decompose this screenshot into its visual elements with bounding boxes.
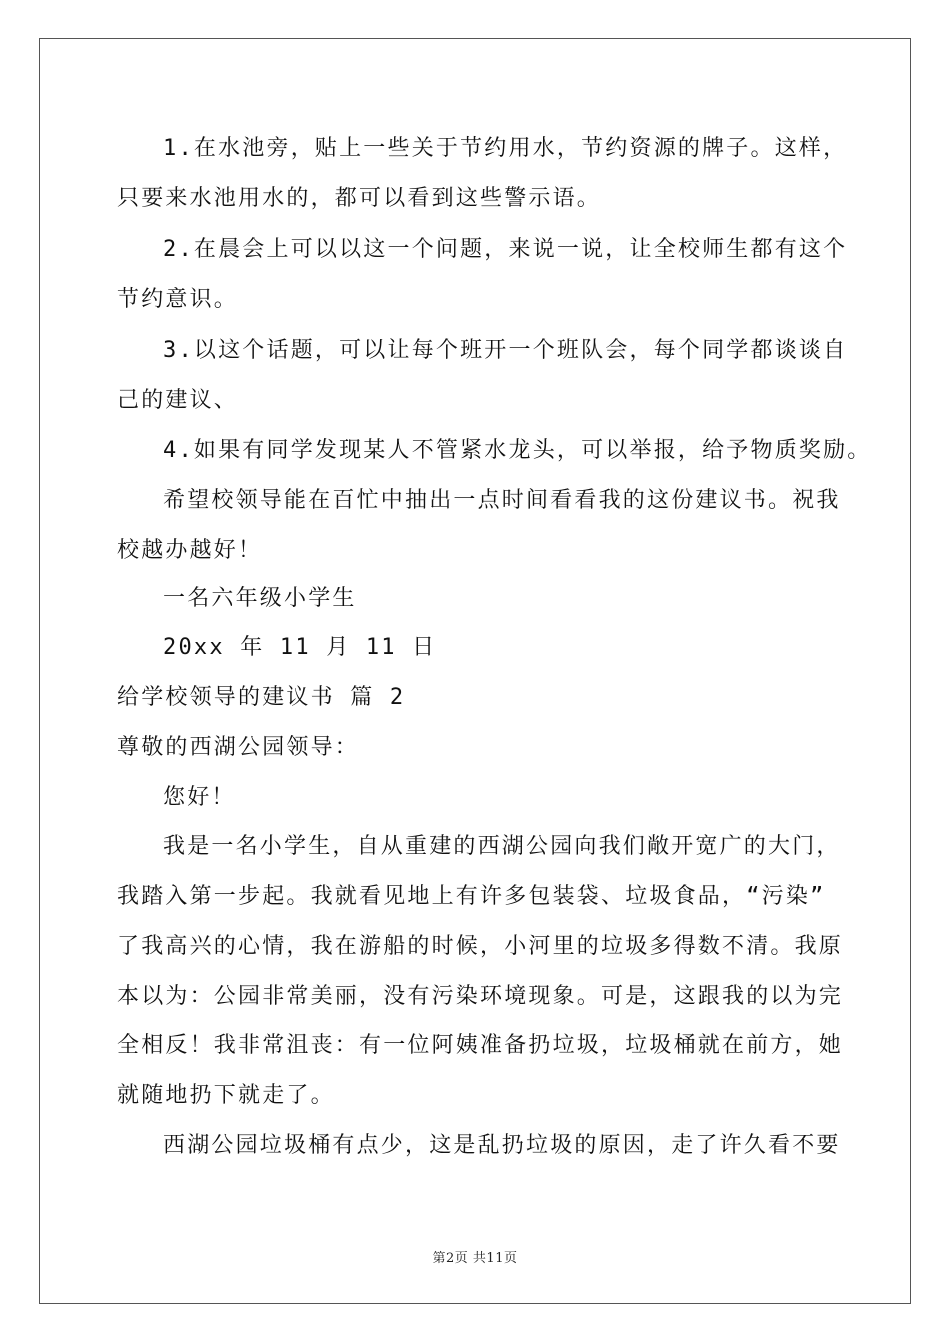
text-line: 3.以这个话题，可以让每个班开一个班队会，每个同学都谈谈自	[163, 338, 848, 363]
text-line: 就随地扔下就走了。	[117, 1083, 335, 1108]
text-line: 我踏入第一步起。我就看见地上有许多包装袋、垃圾食品，“污染”	[117, 884, 826, 909]
text-line: 了我高兴的心情，我在游船的时候，小河里的垃圾多得数不清。我原	[117, 934, 844, 959]
text-line: 我是一名小学生，自从重建的西湖公园向我们敞开宽广的大门，	[163, 834, 841, 859]
text-line: 2.在晨会上可以以这一个问题，来说一说，让全校师生都有这个	[163, 237, 848, 262]
page-footer: 第2页 共11页	[432, 1251, 518, 1266]
signature-line: 一名六年级小学生	[163, 586, 357, 611]
text-line: 1.在水池旁，贴上一些关于节约用水，节约资源的牌子。这样，	[163, 136, 848, 161]
section-heading: 给学校领导的建议书 篇 2	[117, 685, 406, 710]
date-line: 20xx 年 11 月 11 日	[163, 635, 437, 660]
text-line: 西湖公园垃圾桶有点少，这是乱扔垃圾的原因，走了许久看不要	[163, 1133, 841, 1158]
text-line: 全相反！我非常沮丧：有一位阿姨准备扔垃圾，垃圾桶就在前方，她	[117, 1033, 844, 1058]
text-line: 4.如果有同学发现某人不管紧水龙头，可以举报，给予物质奖励。	[163, 438, 872, 463]
text-line: 校越办越好！	[117, 538, 263, 563]
text-line: 希望校领导能在百忙中抽出一点时间看看我的这份建议书。祝我	[163, 488, 841, 513]
text-line: 节约意识。	[117, 287, 239, 312]
salutation: 尊敬的西湖公园领导：	[117, 735, 360, 760]
text-line: 只要来水池用水的，都可以看到这些警示语。	[117, 186, 602, 211]
greeting: 您好！	[163, 785, 236, 810]
text-line: 己的建议、	[117, 388, 239, 413]
text-line: 本以为：公园非常美丽，没有污染环境现象。可是，这跟我的以为完	[117, 984, 844, 1009]
page-frame	[39, 38, 911, 1304]
